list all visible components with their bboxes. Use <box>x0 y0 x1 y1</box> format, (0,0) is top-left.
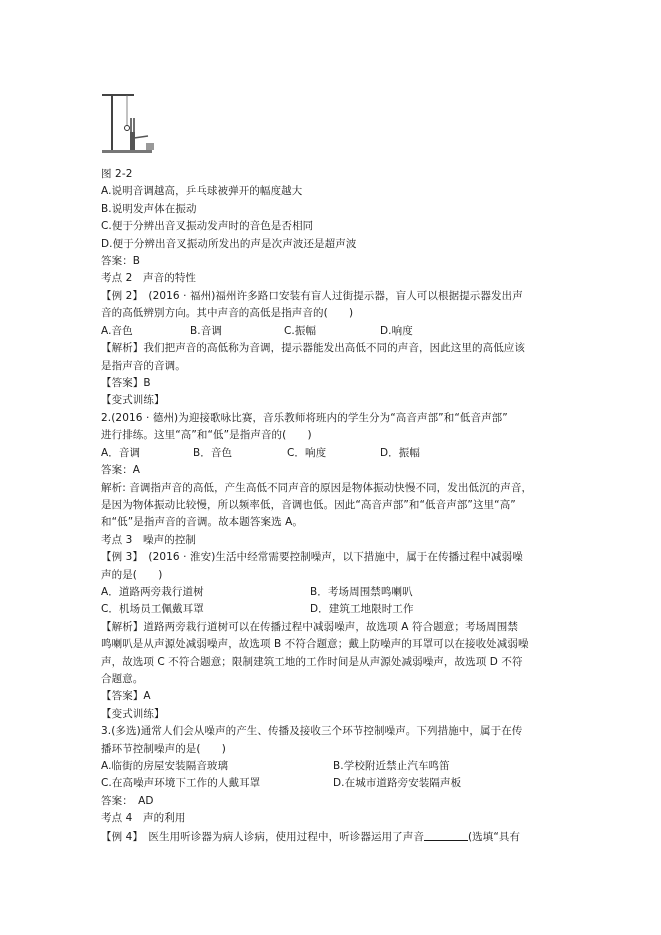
q2-analysis-line1: 解析: 音调指声音的高低，产生高低不同声音的原因是物体振动快慢不同，发出低沉的声音， <box>101 482 533 494</box>
example-2-stem-line2: 音的高低辨别方向。其中声音的高低是指声音的( ) <box>101 307 354 319</box>
example-2-analysis-line1: 【解析】我们把声音的高低称为音调，提示器能发出高低不同的声音，因此这里的高低应该 <box>101 342 525 354</box>
example-3-option-c: C．机场员工佩戴耳罩 <box>101 603 204 615</box>
example-3-option-b: B．考场周围禁鸣喇叭 <box>310 586 413 598</box>
q2-option-b: B．音色 <box>193 447 233 459</box>
example-2-option-b: B.音调 <box>190 325 222 337</box>
q-prev-answer: 答案：B <box>101 255 141 267</box>
example-4-stem <box>101 829 520 845</box>
q3-stem-line1: 3.(多选)通常人们会从噪声的产生、传播及接收三个环节控制噪声。下列措施中，属于在传 <box>101 725 523 737</box>
q3-stem-line2: 播环节控制噪声的是( ) <box>101 743 226 755</box>
section-heading-kp3: 考点 3 噪声的控制 <box>101 534 197 546</box>
q2-stem-line1: 2.(2016 · 德州)为迎接歌咏比赛，音乐教师将班内的学生分为“高音声部”和“低音声部” <box>101 412 508 424</box>
q2-option-a: A．音调 <box>101 447 141 459</box>
q3-option-c: C.在高噪声环境下工作的人戴耳罩 <box>101 777 261 789</box>
example-2-stem-line1: 【例 2】 (2016 · 福州)福州许多路口安装有盲人过街提示器，盲人可以根据提示器发出声 <box>101 290 523 302</box>
example-3-option-d: D．建筑工地限时工作 <box>310 603 414 615</box>
q3-option-d: D.在城市道路旁安装隔声板 <box>333 777 462 789</box>
q3-answer: 答案： AD <box>101 795 154 807</box>
section-heading-kp2: 考点 2 声音的特性 <box>101 272 197 284</box>
example-3-analysis-line1: 【解析】道路两旁栽行道树可以在传播过程中减弱噪声，故选项 A 符合题意；考场周围禁 <box>101 621 518 633</box>
q-prev-option-c: C.便于分辨出音叉振动发声时的音色是否相同 <box>101 220 314 232</box>
q-prev-option-d: D.便于分辨出音叉振动所发出的声是次声波还是超声波 <box>101 238 357 250</box>
example-3-analysis-line2: 鸣喇叭是从声源处减弱噪声，故选项 B 不符合题意；戴上防噪声的耳罩可以在接收处减弱噪 <box>101 638 529 650</box>
drill-title-kp2: 【变式训练】 <box>101 394 165 406</box>
answer-blank <box>424 829 468 841</box>
example-2-option-c: C.振幅 <box>284 325 317 337</box>
example-4-stem-part2: (选填“具有 <box>467 831 521 843</box>
q2-analysis-line2: 是因为物体振动比较慢，所以频率低，音调也低。因此“高音声部”和“低音声部”这里“高” <box>101 499 516 511</box>
q2-option-d: D．振幅 <box>380 447 420 459</box>
example-3-stem-line2: 声的是( ) <box>101 569 163 581</box>
example-2-analysis-line2: 是指声音的音调。 <box>101 360 186 372</box>
example-3-answer: 【答案】A <box>101 690 151 702</box>
example-2-option-a: A.音色 <box>101 325 133 337</box>
figure-caption: 图 2-2 <box>101 168 133 180</box>
q-prev-option-b: B.说明发声体在振动 <box>101 203 197 215</box>
example-3-option-a: A．道路两旁栽行道树 <box>101 586 204 598</box>
q2-option-c: C．响度 <box>287 447 327 459</box>
q2-stem-line2: 进行排练。这里“高”和“低”是指声音的( ) <box>101 429 312 441</box>
section-heading-kp4: 考点 4 声的利用 <box>101 812 186 824</box>
example-3-stem-line1: 【例 3】 (2016 · 淮安)生活中经常需要控制噪声，以下措施中，属于在传播过程中减弱噪 <box>101 551 523 563</box>
q2-analysis-line3: 和“低”是指声音的音调。故本题答案选 A。 <box>101 516 303 528</box>
example-3-analysis-line3: 声，故选项 C 不符合题意；限制建筑工地的工作时间是从声源处减弱噪声，故选项 D 不符 <box>101 656 523 668</box>
q3-option-a: A.临街的房屋安装隔音玻璃 <box>101 760 229 772</box>
example-3-analysis-line4: 合题意。 <box>101 673 144 685</box>
q3-option-b: B.学校附近禁止汽车鸣笛 <box>333 760 450 772</box>
example-2-option-d: D.响度 <box>380 325 413 337</box>
q-prev-option-a: A.说明音调越高，乒乓球被弹开的幅度越大 <box>101 185 303 197</box>
drill-title-kp3: 【变式训练】 <box>101 708 165 720</box>
q2-answer: 答案：A <box>101 464 141 476</box>
example-2-answer: 【答案】B <box>101 377 151 389</box>
tuning-fork-apparatus-figure <box>100 88 162 158</box>
example-4-stem-part1: 【例 4】 医生用听诊器为病人诊病，使用过程中，听诊器运用了声音 <box>101 831 424 843</box>
